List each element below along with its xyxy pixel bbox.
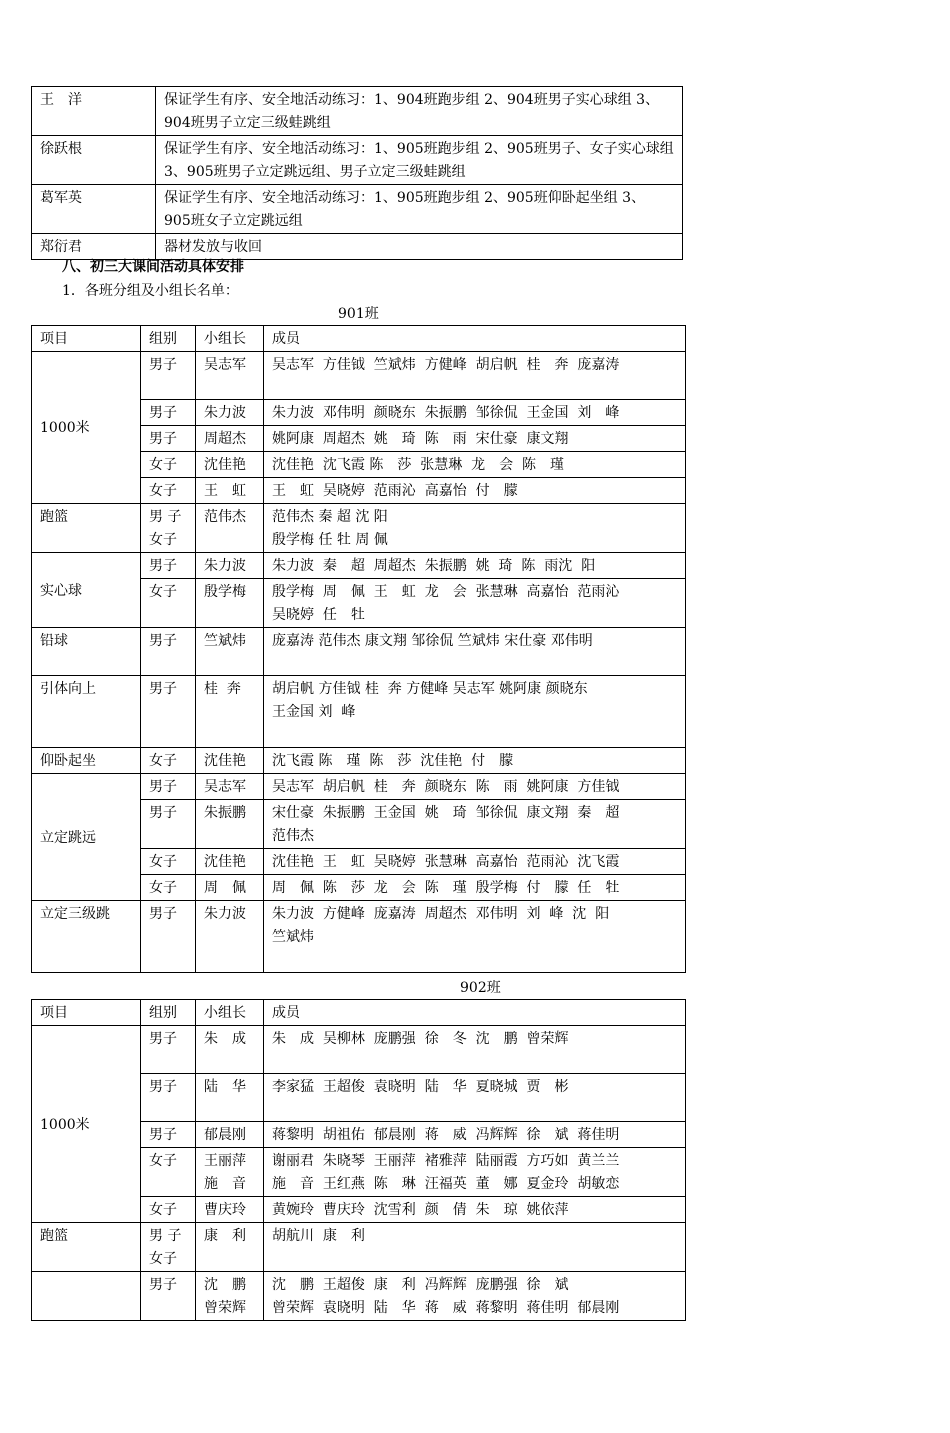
group-cell: 男子 bbox=[141, 676, 196, 748]
leader-cell: 曹庆玲 bbox=[196, 1197, 264, 1223]
table-row bbox=[32, 774, 686, 800]
members-cell: 周 佩 陈 莎 龙 会 陈 瑾 殷学梅 付 朦 任 牡 bbox=[264, 875, 686, 901]
group-cell: 男子 bbox=[141, 400, 196, 426]
header-group: 组别 bbox=[141, 326, 196, 352]
table-header-row bbox=[32, 326, 686, 352]
members-cell: 李家猛 王超俊 袁晓明 陆 华 夏晓城 贾 彬 bbox=[264, 1074, 686, 1122]
leader-cell: 郁晨刚 bbox=[196, 1122, 264, 1148]
leader-cell: 周 佩 bbox=[196, 875, 264, 901]
staff-duty-table bbox=[31, 86, 683, 260]
members-cell: 庞嘉涛 范伟杰 康文翔 邹徐侃 竺斌炜 宋仕豪 邓伟明 bbox=[264, 628, 686, 676]
members-cell: 朱力波 秦 超 周超杰 朱振鹏 姚 琦 陈 雨沈 阳 bbox=[264, 553, 686, 579]
table-row bbox=[32, 352, 686, 400]
group-cell: 男子 bbox=[141, 352, 196, 400]
leader-cell: 沈佳艳 bbox=[196, 452, 264, 478]
header-members: 成员 bbox=[264, 1000, 686, 1026]
leader-cell: 吴志军 bbox=[196, 352, 264, 400]
members-cell: 殷学梅 周 佩 王 虹 龙 会 张慧琳 高嘉怡 范雨沁 吴晓婷 任 牡 bbox=[264, 579, 686, 628]
item-cell: 铅球 bbox=[32, 628, 141, 676]
header-members: 成员 bbox=[264, 326, 686, 352]
members-cell: 沈 鹏 王超俊 康 利 冯辉辉 庞鹏强 徐 斌 曾荣辉 袁晓明 陆 华 蒋 威 蒋黎明 蒋佳明 郁晨刚 bbox=[264, 1272, 686, 1321]
group-cell: 男子 bbox=[141, 426, 196, 452]
group-cell: 男子 bbox=[141, 553, 196, 579]
group-cell: 男子 bbox=[141, 1272, 196, 1321]
group-cell: 女子 bbox=[141, 1197, 196, 1223]
item-cell: 跑篮 bbox=[32, 1223, 141, 1272]
members-cell: 朱力波 邓伟明 颜晓东 朱振鹏 邹徐侃 王金国 刘 峰 bbox=[264, 400, 686, 426]
leader-cell: 沈 鹏 曾荣辉 bbox=[196, 1272, 264, 1321]
leader-cell: 范伟杰 bbox=[196, 504, 264, 553]
table-row bbox=[32, 628, 686, 676]
table-row bbox=[32, 901, 686, 973]
leader-cell: 朱 成 bbox=[196, 1026, 264, 1074]
staff-name: 王 洋 bbox=[32, 87, 156, 136]
leader-cell: 竺斌炜 bbox=[196, 628, 264, 676]
members-cell: 吴志军 方佳钺 竺斌炜 方健峰 胡启帆 桂 奔 庞嘉涛 bbox=[264, 352, 686, 400]
item-cell: 仰卧起坐 bbox=[32, 748, 141, 774]
leader-cell: 朱力波 bbox=[196, 901, 264, 973]
members-cell: 黄婉玲 曹庆玲 沈雪利 颜 倩 朱 琼 姚依萍 bbox=[264, 1197, 686, 1223]
table-row bbox=[32, 676, 686, 748]
leader-cell: 王丽萍 施 音 bbox=[196, 1148, 264, 1197]
leader-cell: 朱力波 bbox=[196, 553, 264, 579]
leader-cell: 朱振鹏 bbox=[196, 800, 264, 849]
group-cell: 女子 bbox=[141, 579, 196, 628]
item-cell: 1000米 bbox=[32, 1026, 141, 1223]
leader-cell: 康 利 bbox=[196, 1223, 264, 1272]
item-cell: 实心球 bbox=[32, 553, 141, 628]
leader-cell: 殷学梅 bbox=[196, 579, 264, 628]
group-cell: 男子 bbox=[141, 1074, 196, 1122]
group-cell: 男子 bbox=[141, 774, 196, 800]
staff-duty: 保证学生有序、安全地活动练习：1、905班跑步组 2、905班仰卧起坐组 3、905班女子立定跳远组 bbox=[156, 185, 683, 234]
members-cell: 范伟杰 秦 超 沈 阳 殷学梅 任 牡 周 佩 bbox=[264, 504, 686, 553]
item-cell: 立定三级跳 bbox=[32, 901, 141, 973]
group-cell: 男 子 女子 bbox=[141, 1223, 196, 1272]
group-cell: 男 子 女子 bbox=[141, 504, 196, 553]
staff-duty: 保证学生有序、安全地活动练习：1、905班跑步组 2、905班男子、女子实心球组 3、905班男子立定跳远组、男子立定三级蛙跳组 bbox=[156, 136, 683, 185]
members-cell: 沈飞霞 陈 瑾 陈 莎 沈佳艳 付 朦 bbox=[264, 748, 686, 774]
leader-cell: 周超杰 bbox=[196, 426, 264, 452]
header-group: 组别 bbox=[141, 1000, 196, 1026]
leader-cell: 朱力波 bbox=[196, 400, 264, 426]
table-row bbox=[32, 136, 683, 185]
members-cell: 胡航川 康 利 bbox=[264, 1223, 686, 1272]
leader-cell: 吴志军 bbox=[196, 774, 264, 800]
members-cell: 吴志军 胡启帆 桂 奔 颜晓东 陈 雨 姚阿康 方佳钺 bbox=[264, 774, 686, 800]
group-cell: 男子 bbox=[141, 1122, 196, 1148]
leader-cell: 桂 奔 bbox=[196, 676, 264, 748]
leader-cell: 沈佳艳 bbox=[196, 748, 264, 774]
group-cell: 女子 bbox=[141, 478, 196, 504]
header-item: 项目 bbox=[32, 1000, 141, 1026]
item-cell: 1000米 bbox=[32, 352, 141, 504]
table-row bbox=[32, 553, 686, 579]
table-header-row bbox=[32, 1000, 686, 1026]
members-cell: 宋仕豪 朱振鹏 王金国 姚 琦 邹徐侃 康文翔 秦 超 范伟杰 bbox=[264, 800, 686, 849]
group-cell: 女子 bbox=[141, 452, 196, 478]
members-cell: 胡启帆 方佳钺 桂 奔 方健峰 吴志军 姚阿康 颜晓东 王金国 刘 峰 bbox=[264, 676, 686, 748]
staff-name: 郑衍君 bbox=[32, 234, 156, 260]
class-902-caption: 902班 bbox=[460, 980, 501, 996]
staff-name: 葛军英 bbox=[32, 185, 156, 234]
group-cell: 男子 bbox=[141, 628, 196, 676]
leader-cell: 王 虹 bbox=[196, 478, 264, 504]
section-heading: 八、初三大课间活动具体安排 bbox=[62, 259, 244, 275]
table-row bbox=[32, 1026, 686, 1074]
header-item: 项目 bbox=[32, 326, 141, 352]
group-cell: 女子 bbox=[141, 748, 196, 774]
table-row bbox=[32, 1272, 686, 1321]
header-leader: 小组长 bbox=[196, 326, 264, 352]
members-cell: 朱 成 吴柳林 庞鹏强 徐 冬 沈 鹏 曾荣辉 bbox=[264, 1026, 686, 1074]
group-cell: 女子 bbox=[141, 1148, 196, 1197]
group-cell: 男子 bbox=[141, 1026, 196, 1074]
members-cell: 王 虹 吴晓婷 范雨沁 高嘉怡 付 朦 bbox=[264, 478, 686, 504]
group-cell: 男子 bbox=[141, 901, 196, 973]
members-cell: 沈佳艳 沈飞霞 陈 莎 张慧琳 龙 会 陈 瑾 bbox=[264, 452, 686, 478]
class-901-table bbox=[31, 325, 686, 973]
staff-duty: 保证学生有序、安全地活动练习：1、904班跑步组 2、904班男子实心球组 3、904班男子立定三级蛙跳组 bbox=[156, 87, 683, 136]
table-row bbox=[32, 87, 683, 136]
item-cell bbox=[32, 1272, 141, 1321]
item-cell: 跑篮 bbox=[32, 504, 141, 553]
members-cell: 蒋黎明 胡祖佑 郁晨刚 蒋 威 冯辉辉 徐 斌 蒋佳明 bbox=[264, 1122, 686, 1148]
leader-cell: 陆 华 bbox=[196, 1074, 264, 1122]
group-cell: 女子 bbox=[141, 849, 196, 875]
members-cell: 谢丽君 朱晓琴 王丽萍 褚雅萍 陆丽霞 方巧如 黄兰兰 施 音 王红燕 陈 琳 汪福英 董 娜 夏金玲 胡敏恋 bbox=[264, 1148, 686, 1197]
class-901-caption: 901班 bbox=[338, 306, 379, 322]
staff-name: 徐跃根 bbox=[32, 136, 156, 185]
class-902-table bbox=[31, 999, 686, 1321]
table-row bbox=[32, 504, 686, 553]
header-leader: 小组长 bbox=[196, 1000, 264, 1026]
table-row bbox=[32, 185, 683, 234]
table-row bbox=[32, 748, 686, 774]
group-cell: 女子 bbox=[141, 875, 196, 901]
members-cell: 姚阿康 周超杰 姚 琦 陈 雨 宋仕豪 康文翔 bbox=[264, 426, 686, 452]
leader-cell: 沈佳艳 bbox=[196, 849, 264, 875]
table-row bbox=[32, 1223, 686, 1272]
members-cell: 朱力波 方健峰 庞嘉涛 周超杰 邓伟明 刘 峰 沈 阳 竺斌炜 bbox=[264, 901, 686, 973]
item-cell: 立定跳远 bbox=[32, 774, 141, 901]
members-cell: 沈佳艳 王 虹 吴晓婷 张慧琳 高嘉怡 范雨沁 沈飞霞 bbox=[264, 849, 686, 875]
group-cell: 男子 bbox=[141, 800, 196, 849]
staff-duty: 器材发放与收回 bbox=[156, 234, 683, 260]
sub-heading: 1．各班分组及小组长名单： bbox=[62, 283, 239, 299]
item-cell: 引体向上 bbox=[32, 676, 141, 748]
